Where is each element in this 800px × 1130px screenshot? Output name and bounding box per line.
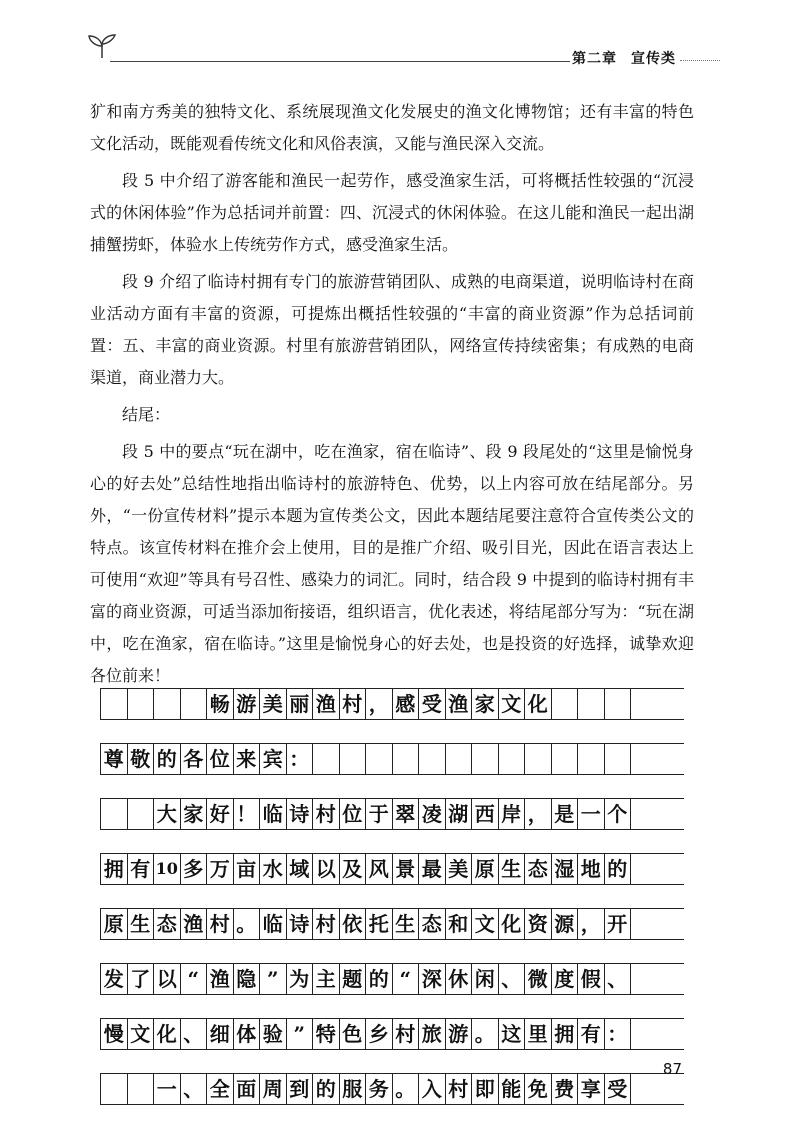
- grid-cell: 文: [128, 1019, 155, 1049]
- grid-cell: 诗: [287, 909, 314, 939]
- grid-cell: 一: [578, 799, 605, 829]
- grid-cell: [552, 689, 579, 719]
- grid-cell: 入: [419, 1074, 446, 1104]
- grid-cell: 村: [393, 1019, 420, 1049]
- grid-cell: 受: [419, 689, 446, 719]
- grid-row: [100, 1073, 684, 1105]
- grid-cell: 家: [181, 799, 208, 829]
- grid-cell: 于: [366, 799, 393, 829]
- grid-cell: [552, 744, 579, 774]
- grid-cell: 的: [605, 854, 632, 884]
- grid-cell: ！: [234, 799, 261, 829]
- grid-cell: 丽: [287, 689, 314, 719]
- grid-cell: 尊: [101, 744, 128, 774]
- grid-cell: 。: [234, 909, 261, 939]
- grid-cell: 依: [340, 909, 367, 939]
- grid-cell: 题: [340, 964, 367, 994]
- grid-cell: 文: [499, 689, 526, 719]
- grid-cell: 的: [313, 1074, 340, 1104]
- grid-cell: ”: [287, 1019, 314, 1049]
- grid-cell: 化: [499, 909, 526, 939]
- grid-cell: [154, 689, 181, 719]
- section-name: 宣传类: [631, 51, 676, 67]
- grid-cell: 宾: [260, 744, 287, 774]
- grid-cell: 慢: [101, 1019, 128, 1049]
- grid-cell: 风: [366, 854, 393, 884]
- grid-cell: 度: [552, 964, 579, 994]
- grid-cell: ，: [578, 909, 605, 939]
- grid-cell: 为: [287, 964, 314, 994]
- page-number: 87: [662, 1060, 682, 1078]
- paragraph: 段 5 中的要点“玩在湖中，吃在渔家，宿在临诗”、段 9 段尾处的“这里是愉悦身心的好去处”总结性地指出临诗村的旅游特色、优势，以上内容可放在结尾部分。另外，“一份宣传材料”提示本题为宣传类公文，因此本题结尾要注意符合宣传类公文的特点。该宣传材料在推介会上使用，目的是推广介绍、吸引目光，因此在语言表达上可使用“欢迎”等具有号召性、感染力的词汇。同时，结合段 9 中提到的临诗村拥有丰富的商业资源，可适当添加衔接语，组织语言，优化表述，将结尾部分写为：“玩在湖中，吃在渔家，宿在临诗。”这里是愉悦身心的好去处，也是投资的好选择，诚挚欢迎各位前来！: [90, 442, 694, 685]
- grid-cell: 湖: [446, 799, 473, 829]
- grid-cell: 感: [393, 689, 420, 719]
- grid-cell: [366, 744, 393, 774]
- grid-cell: 是: [552, 799, 579, 829]
- grid-cell: 休: [446, 964, 473, 994]
- grid-cell: 闲: [472, 964, 499, 994]
- grid-cell: 、: [605, 964, 632, 994]
- chapter-title: [572, 48, 676, 68]
- grid-cell: [128, 799, 155, 829]
- grid-cell: 家: [472, 689, 499, 719]
- grid-cell: [340, 744, 367, 774]
- grid-cell: [605, 689, 632, 719]
- grid-row: [100, 743, 684, 775]
- grid-cell: 村: [207, 909, 234, 939]
- grid-cell: 了: [128, 964, 155, 994]
- grid-cell: 个: [605, 799, 632, 829]
- grid-cell: 渔: [181, 909, 208, 939]
- grid-cell: [101, 689, 128, 719]
- grid-cell: 生: [128, 909, 155, 939]
- grid-cell: 湿: [552, 854, 579, 884]
- grid-cell: 万: [207, 854, 234, 884]
- grid-row: [100, 798, 684, 830]
- grid-cell: 凌: [419, 799, 446, 829]
- grid-cell: 这: [499, 1019, 526, 1049]
- body-text: [90, 96, 694, 697]
- grid-cell: 细: [207, 1019, 234, 1049]
- grid-cell: 。: [393, 1074, 420, 1104]
- grid-cell: 务: [366, 1074, 393, 1104]
- grid-cell: 体: [234, 1019, 261, 1049]
- grid-cell: 深: [419, 964, 446, 994]
- grid-row: [100, 908, 684, 940]
- grid-cell: 生: [393, 909, 420, 939]
- grid-cell: 村: [340, 689, 367, 719]
- grid-cell: 以: [154, 964, 181, 994]
- grid-cell: 位: [207, 744, 234, 774]
- grid-cell: 特: [313, 1019, 340, 1049]
- grid-cell: ：: [605, 1019, 632, 1049]
- grid-cell: 、: [181, 1074, 208, 1104]
- grid-cell: 主: [313, 964, 340, 994]
- grid-cell: 域: [287, 854, 314, 884]
- grid-cell: 大: [154, 799, 181, 829]
- grid-cell: [578, 689, 605, 719]
- grid-cell: 有: [578, 1019, 605, 1049]
- grid-cell: 村: [313, 909, 340, 939]
- grid-cell: [181, 689, 208, 719]
- grid-cell: 拥: [552, 1019, 579, 1049]
- grid-cell: 。: [472, 1019, 499, 1049]
- grid-cell: 亩: [234, 854, 261, 884]
- grid-cell: 渔: [313, 689, 340, 719]
- grid-cell: ，: [366, 689, 393, 719]
- grid-cell: 临: [260, 909, 287, 939]
- grid-cell: 渔: [207, 964, 234, 994]
- grid-cell: 旅: [419, 1019, 446, 1049]
- grid-cell: 源: [552, 909, 579, 939]
- grid-cell: 翠: [393, 799, 420, 829]
- grid-cell: 能: [499, 1074, 526, 1104]
- grid-cell: 假: [578, 964, 605, 994]
- grid-cell: 、: [499, 964, 526, 994]
- grid-cell: [578, 744, 605, 774]
- grid-cell: 西: [472, 799, 499, 829]
- grid-cell: [128, 689, 155, 719]
- grid-cell: 游: [234, 689, 261, 719]
- grid-cell: 面: [234, 1074, 261, 1104]
- grid-cell: [128, 1074, 155, 1104]
- grid-cell: [419, 744, 446, 774]
- grid-cell: 服: [340, 1074, 367, 1104]
- grid-cell: 享: [578, 1074, 605, 1104]
- grid-cell: 发: [101, 964, 128, 994]
- grid-cell: 的: [154, 744, 181, 774]
- grid-cell: 、: [181, 1019, 208, 1049]
- grid-cell: [499, 744, 526, 774]
- grid-cell: [472, 744, 499, 774]
- grid-cell: 诗: [287, 799, 314, 829]
- grid-row: [100, 1018, 684, 1050]
- grid-cell: 费: [552, 1074, 579, 1104]
- grid-cell: [605, 744, 632, 774]
- grid-cell: 游: [446, 1019, 473, 1049]
- grid-cell: 验: [260, 1019, 287, 1049]
- grid-cell: 各: [181, 744, 208, 774]
- header-rule: [110, 61, 570, 62]
- paragraph: 结尾：: [122, 405, 171, 424]
- grid-cell: ”: [260, 964, 287, 994]
- grid-cell: 岸: [499, 799, 526, 829]
- grid-cell: 地: [578, 854, 605, 884]
- grid-cell: 好: [207, 799, 234, 829]
- grid-cell: 资: [525, 909, 552, 939]
- grid-cell: [525, 744, 552, 774]
- grid-cell: 化: [525, 689, 552, 719]
- grid-cell: “: [181, 964, 208, 994]
- grid-cell: 态: [154, 909, 181, 939]
- grid-cell: 周: [260, 1074, 287, 1104]
- grid-cell: 里: [525, 1019, 552, 1049]
- grid-row: [100, 853, 684, 885]
- grid-cell: 态: [525, 854, 552, 884]
- grid-cell: 敬: [128, 744, 155, 774]
- grid-cell: 到: [287, 1074, 314, 1104]
- grid-cell: 有: [128, 854, 155, 884]
- grid-cell: 美: [260, 689, 287, 719]
- grid-cell: 和: [446, 909, 473, 939]
- grid-cell: 位: [340, 799, 367, 829]
- grid-cell: 村: [446, 1074, 473, 1104]
- grid-cell: [101, 799, 128, 829]
- grid-cell: 拥: [101, 854, 128, 884]
- grid-cell: “: [393, 964, 420, 994]
- grid-cell: 最: [419, 854, 446, 884]
- grid-cell: 即: [472, 1074, 499, 1104]
- chapter-number: 第二章: [572, 51, 617, 67]
- grid-cell: [393, 744, 420, 774]
- page-header: [60, 28, 720, 68]
- grid-cell: 微: [525, 964, 552, 994]
- grid-cell: 美: [446, 854, 473, 884]
- grid-cell: 全: [207, 1074, 234, 1104]
- grid-cell: 开: [605, 909, 632, 939]
- grid-row: [100, 963, 684, 995]
- grid-row: [100, 688, 684, 720]
- grid-cell: 畅: [207, 689, 234, 719]
- grid-cell: 文: [472, 909, 499, 939]
- grid-cell: 村: [313, 799, 340, 829]
- writing-grid: [100, 688, 684, 1128]
- paragraph: 段 5 中介绍了游客能和渔民一起劳作，感受渔家生活，可将概括性较强的“沉浸式的休闲体验”作为总括词并前置：四、沉浸式的休闲体验。在这儿能和渔民一起出湖捕蟹捞虾，体验水上传统劳作方式，感受渔家生活。: [90, 171, 694, 254]
- grid-cell: 受: [605, 1074, 632, 1104]
- grid-cell: 10: [154, 854, 181, 884]
- header-dots: [680, 60, 720, 61]
- grid-cell: 渔: [446, 689, 473, 719]
- paragraph: 犷和南方秀美的独特文化、系统展现渔文化发展史的渔文化博物馆；还有丰富的特色文化活动，既能观看传统文化和风俗表演，又能与渔民深入交流。: [90, 102, 694, 153]
- paragraph: 段 9 介绍了临诗村拥有专门的旅游营销团队、成熟的电商渠道，说明临诗村在商业活动方面有丰富的资源，可提炼出概括性较强的“丰富的商业资源”作为总括词前置：五、丰富的商业资源。村里有旅游营销团队，网络宣传持续密集；有成熟的电商渠道，商业潜力大。: [90, 272, 694, 387]
- grid-cell: [101, 1074, 128, 1104]
- grid-cell: 来: [234, 744, 261, 774]
- grid-cell: 的: [366, 964, 393, 994]
- grid-cell: [313, 744, 340, 774]
- grid-cell: 临: [260, 799, 287, 829]
- grid-cell: 景: [393, 854, 420, 884]
- grid-cell: 及: [340, 854, 367, 884]
- grid-cell: 托: [366, 909, 393, 939]
- grid-cell: 态: [419, 909, 446, 939]
- grid-cell: 色: [340, 1019, 367, 1049]
- grid-cell: ，: [525, 799, 552, 829]
- grid-cell: [446, 744, 473, 774]
- grid-cell: 乡: [366, 1019, 393, 1049]
- grid-cell: 一: [154, 1074, 181, 1104]
- grid-cell: 原: [101, 909, 128, 939]
- grid-cell: 生: [499, 854, 526, 884]
- grid-cell: 化: [154, 1019, 181, 1049]
- grid-cell: 隐: [234, 964, 261, 994]
- grid-cell: 免: [525, 1074, 552, 1104]
- grid-cell: 以: [313, 854, 340, 884]
- grid-cell: 原: [472, 854, 499, 884]
- grid-cell: 多: [181, 854, 208, 884]
- grid-cell: 水: [260, 854, 287, 884]
- grid-cell: ：: [287, 744, 314, 774]
- sprout-icon: [86, 34, 118, 60]
